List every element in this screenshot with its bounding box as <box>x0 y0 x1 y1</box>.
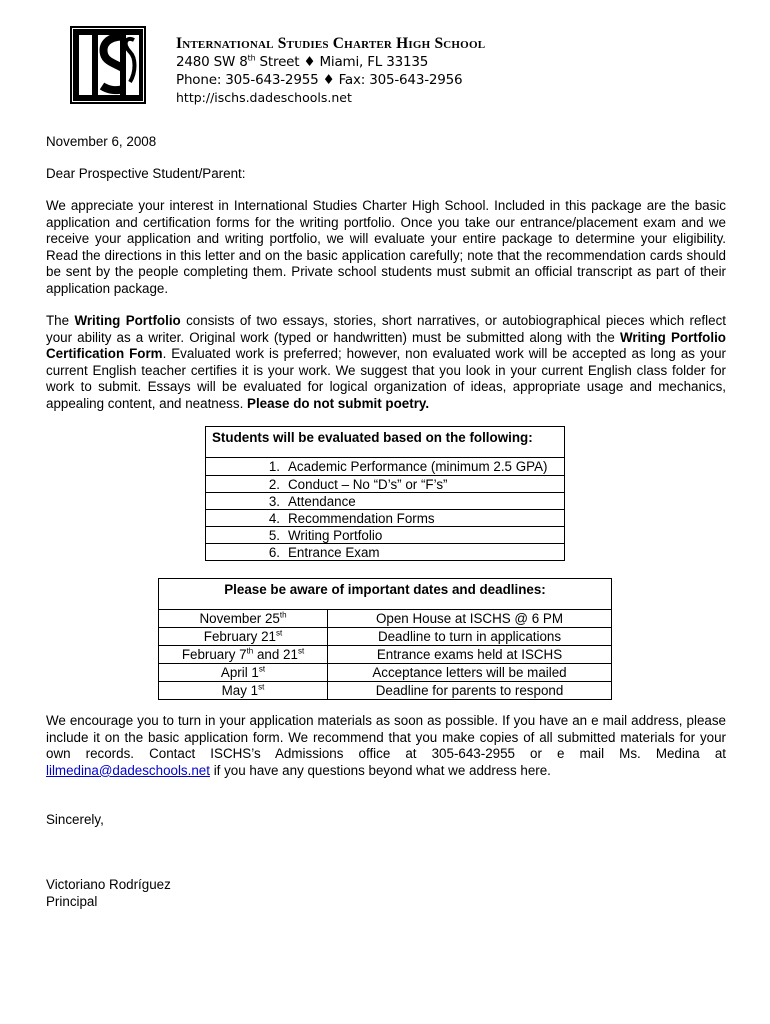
criteria-item <box>206 492 564 509</box>
criteria-item-number: 2. <box>268 477 280 492</box>
criteria-item-text: Conduct – No “D’s” or “F’s” <box>288 477 448 492</box>
deadline-row <box>159 663 611 681</box>
deadline-date: February 7th and 21st <box>159 646 328 663</box>
criteria-item-number: 3. <box>268 494 280 509</box>
signature-block <box>46 877 726 910</box>
deadline-row <box>159 610 611 627</box>
criteria-item-text: Academic Performance (minimum 2.5 GPA) <box>288 459 548 474</box>
deadline-event: Acceptance letters will be mailed <box>372 665 567 680</box>
contact-paragraph: We encourage you to turn in your application materials as soon as possible. If you have an e mail address, please include it on the basic application form. We recommend that you make copies of all submitted materials for your own records. Contact ISCHS’s Admissions office at 305-643-2955 or e mail Ms. Medina at lilmedina@dadeschools.net if you have any questions beyond what we address here. <box>46 713 726 778</box>
criteria-item <box>206 475 564 492</box>
deadline-row <box>159 681 611 699</box>
deadline-row <box>159 645 611 663</box>
criteria-item <box>206 543 564 560</box>
criteria-item <box>206 509 564 526</box>
deadline-event: Deadline to turn in applications <box>377 629 562 644</box>
school-name: International Studies Charter High School <box>176 35 486 52</box>
signer-title: Principal <box>46 893 98 909</box>
deadline-date: February 21st <box>159 628 328 645</box>
criteria-item-text: Attendance <box>288 494 356 509</box>
letter-date: November 6, 2008 <box>46 134 157 149</box>
criteria-item-text: Recommendation Forms <box>288 511 435 526</box>
school-logo <box>70 26 146 104</box>
school-phone-fax: Phone: 305-643-2955 ♦ Fax: 305-643-2956 <box>176 71 463 88</box>
criteria-item-text: Entrance Exam <box>288 545 380 560</box>
deadline-date: May 1st <box>159 682 328 699</box>
letterhead <box>176 34 485 106</box>
criteria-item-number: 1. <box>268 459 280 474</box>
criteria-item <box>206 458 564 475</box>
deadline-row <box>159 627 611 645</box>
writing-portfolio-paragraph: The Writing Portfolio consists of two essays, stories, short narratives, or autobiographical pieces which reflect your ability as a writer. Original work (typed or handwritten) must be submitted along with the Writing Portfolio Certification Form. Evaluated work is preferred; however, non evaluated work will be accepted as long as your current English teacher certifies it is your work. We suggest that you look in your current English class folder for work to submit. Essays will be evaluated for logical organization of ideas, appropriate usage and mechanics, appealing content, and neatness. Please do not submit poetry. <box>46 313 726 411</box>
evaluation-criteria-table <box>205 426 565 561</box>
deadline-event: Open House at ISCHS @ 6 PM <box>375 611 563 626</box>
deadline-date: April 1st <box>159 664 328 681</box>
criteria-item-text: Writing Portfolio <box>288 528 383 543</box>
signer-name: Victoriano Rodríguez <box>46 877 171 892</box>
deadlines-heading: Please be aware of important dates and deadlines: <box>159 579 611 610</box>
criteria-heading: Students will be evaluated based on the following: <box>206 427 564 458</box>
criteria-item-number: 6. <box>268 545 280 560</box>
deadlines-table <box>158 578 612 700</box>
school-address: 2480 SW 8th Street ♦ Miami, FL 33135 <box>176 53 429 70</box>
email-link[interactable]: lilmedina@dadeschools.net <box>46 762 210 778</box>
criteria-item-number: 5. <box>268 528 280 543</box>
salutation: Dear Prospective Student/Parent: <box>46 166 246 181</box>
school-website: http://ischs.dadeschools.net <box>176 90 352 105</box>
deadline-event: Entrance exams held at ISCHS <box>376 647 563 662</box>
criteria-item <box>206 526 564 543</box>
deadline-date: November 25th <box>159 610 328 627</box>
closing: Sincerely, <box>46 812 104 827</box>
deadline-event: Deadline for parents to respond <box>375 683 564 698</box>
criteria-item-number: 4. <box>268 511 280 526</box>
intro-paragraph: We appreciate your interest in International Studies Charter High School. Included in this package are the basic application and certification forms for the writing portfolio. Once you take our entrance/placement exam and we receive your application and writing portfolio, we will evaluate your entire package to determine your eligibility. Read the directions in this letter and on the basic application carefully; note that the recommendation cards should be sent by the people completing them. Private school students must submit an official transcript as part of their application package. <box>46 198 726 296</box>
